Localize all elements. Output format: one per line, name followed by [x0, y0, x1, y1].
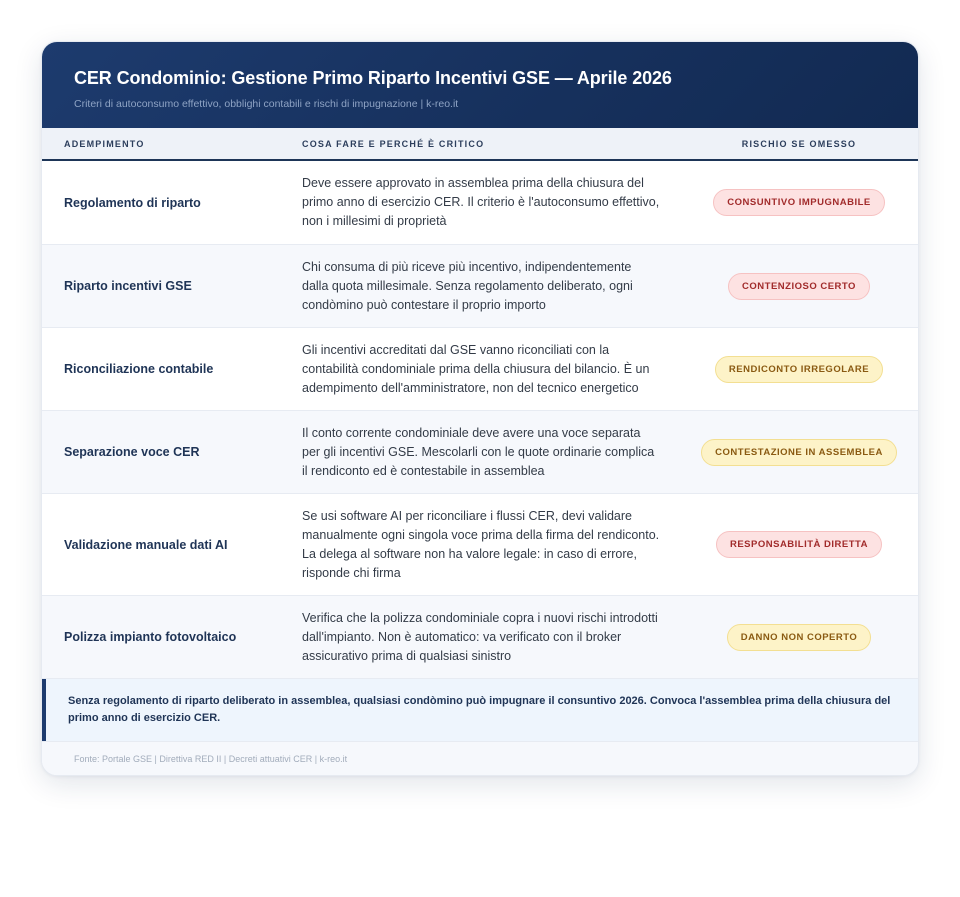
- risk-badge: CONTESTAZIONE IN ASSEMBLEA: [701, 439, 897, 466]
- row-name: Validazione manuale dati AI: [64, 537, 228, 552]
- column-header-risk: RISCHIO SE OMESSO: [741, 138, 857, 149]
- table-row: [42, 494, 918, 596]
- warning-callout: [42, 679, 918, 741]
- page-subtitle: Criteri di autoconsumo effettivo, obblighi contabili e rischi di impugnazione | k-reo.it: [74, 98, 459, 110]
- row-description: Chi consuma di più riceve più incentivo, indipendentemente dalla quota millesimale. Senza regolamento deliberato, ogni condòmino può contestare il proprio importo: [302, 259, 633, 312]
- risk-cell: [680, 356, 918, 383]
- table-header: [42, 128, 918, 161]
- table-body: [42, 161, 918, 679]
- footer-text: Fonte: Portale GSE | Direttiva RED II | Decreti attuativi CER | k-reo.it: [74, 753, 348, 764]
- incentives-card: [41, 41, 919, 776]
- table-row: [42, 596, 918, 679]
- risk-badge: CONSUNTIVO IMPUGNABILE: [713, 189, 884, 216]
- page-title: CER Condominio: Gestione Primo Riparto Incentivi GSE — Aprile 2026: [74, 68, 672, 88]
- table-row: [42, 161, 918, 245]
- row-name: Polizza impianto fotovoltaico: [64, 630, 237, 644]
- risk-cell: [680, 189, 918, 216]
- risk-badge: CONTENZIOSO CERTO: [728, 273, 870, 300]
- table-row: [42, 328, 918, 411]
- row-description: Deve essere approvato in assemblea prima della chiusura del primo anno di esercizio CER. Il criterio è l'autoconsumo effettivo, non i millesimi di proprietà: [302, 176, 660, 228]
- row-description: Il conto corrente condominiale deve avere una voce separata per gli incentivi GSE. Mescolarli con le quote ordinarie complica il rendiconto ed è contestabile in assemblea: [302, 425, 655, 478]
- row-name: Regolamento di riparto: [64, 195, 201, 210]
- card-header: [42, 42, 918, 128]
- row-description: Verifica che la polizza condominiale copra i nuovi rischi introdotti dall'impianto. Non è automatico: va verificato con il broker assicurativo prima di qualsiasi sinistro: [302, 610, 658, 663]
- row-name: Riconciliazione contabile: [64, 362, 214, 376]
- table-row: [42, 411, 918, 494]
- table-row: [42, 245, 918, 328]
- column-header-adempimento: ADEMPIMENTO: [64, 138, 145, 149]
- source-footer: [42, 741, 918, 775]
- risk-cell: [680, 531, 918, 558]
- risk-badge: DANNO NON COPERTO: [727, 624, 872, 651]
- row-name: Separazione voce CER: [64, 445, 200, 459]
- callout-text: Senza regolamento di riparto deliberato in assemblea, qualsiasi condòmino può impugnare il consuntivo 2026. Convoca l'assemblea prima della chiusura del primo anno di esercizio CER.: [68, 695, 891, 724]
- row-name: Riparto incentivi GSE: [64, 279, 192, 293]
- row-description: Se usi software AI per riconciliare i flussi CER, devi validare manualmente ogni singola voce prima della firma del rendiconto. La delega al software non ha valore legale: in caso di errore, risponde chi firma: [302, 508, 660, 580]
- row-description: Gli incentivi accreditati dal GSE vanno riconciliati con la contabilità condominiale prima della chiusura del bilancio. È un adempimento dell'amministratore, non del tecnico energetico: [302, 342, 650, 395]
- risk-cell: [680, 624, 918, 651]
- risk-cell: [680, 273, 918, 300]
- risk-cell: [680, 439, 918, 466]
- risk-badge: RESPONSABILITÀ DIRETTA: [716, 531, 882, 558]
- column-header-description: COSA FARE E PERCHÉ È CRITICO: [302, 138, 485, 149]
- risk-badge: RENDICONTO IRREGOLARE: [715, 356, 883, 383]
